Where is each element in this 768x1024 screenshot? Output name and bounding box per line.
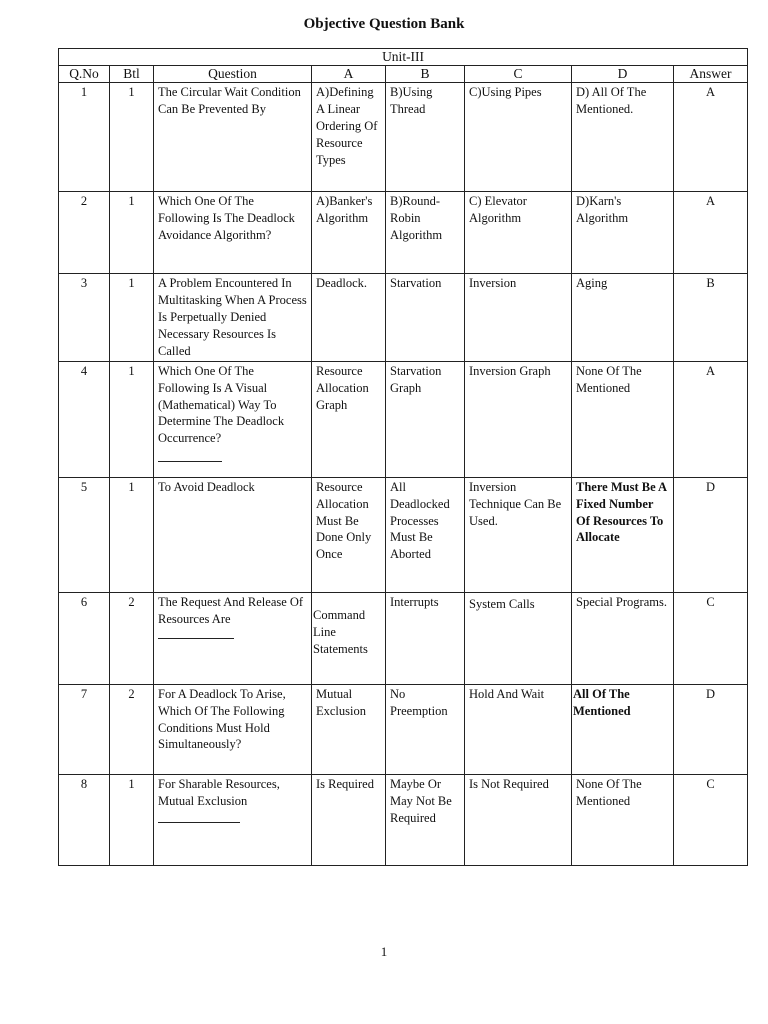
option-c-cell: Inversion <box>465 274 572 361</box>
header-question: Question <box>154 66 312 83</box>
table-row <box>59 274 748 361</box>
answer-cell: C <box>674 774 748 865</box>
option-d-cell: All Of The Mentioned <box>572 684 674 774</box>
answer-cell: A <box>674 83 748 192</box>
option-d-cell: D)Karn's Algorithm <box>572 192 674 274</box>
header-qno: Q.No <box>59 66 110 83</box>
qno-cell: 1 <box>59 83 110 192</box>
question-text: The Request And Release Of Resources Are <box>158 594 304 626</box>
question-text: Which One Of The Following Is A Visual (Mathematical) Way To Determine The Deadlock Occurrence? <box>158 363 285 446</box>
btl-cell: 2 <box>110 592 154 684</box>
table-row <box>59 83 748 192</box>
page-number: 1 <box>380 944 388 959</box>
option-d-cell: None Of The Mentioned <box>572 774 674 865</box>
blank-line <box>158 453 222 462</box>
blank-line <box>158 630 234 639</box>
question-cell <box>154 361 312 477</box>
document-title: Objective Question Bank <box>303 16 465 32</box>
btl-cell: 2 <box>110 684 154 774</box>
option-a-cell: Is Required <box>312 774 386 865</box>
question-cell <box>154 592 312 684</box>
option-d-cell: Aging <box>572 274 674 361</box>
option-c-cell: Inversion Technique Can Be Used. <box>465 477 572 592</box>
option-b-cell: All Deadlocked Processes Must Be Aborted <box>386 477 465 592</box>
option-a-cell: Command Line Statements <box>312 592 386 684</box>
header-answer: Answer <box>674 66 748 83</box>
btl-cell: 1 <box>110 274 154 361</box>
qno-cell: 2 <box>59 192 110 274</box>
option-b-cell: Starvation Graph <box>386 361 465 477</box>
question-cell: A Problem Encountered In Multitasking When A Process Is Perpetually Denied Necessary Resources Is Called <box>154 274 312 361</box>
table-row <box>59 774 748 865</box>
btl-cell: 1 <box>110 361 154 477</box>
table-row <box>59 592 748 684</box>
table-row <box>59 361 748 477</box>
answer-cell: A <box>674 192 748 274</box>
option-c-cell: C)Using Pipes <box>465 83 572 192</box>
option-b-cell: No Preemption <box>386 684 465 774</box>
option-c-cell: Inversion Graph <box>465 361 572 477</box>
option-b-cell: Starvation <box>386 274 465 361</box>
option-c-cell: System Calls <box>465 592 572 684</box>
question-cell: To Avoid Deadlock <box>154 477 312 592</box>
table-row <box>59 477 748 592</box>
option-b-cell: B)Round-Robin Algorithm <box>386 192 465 274</box>
option-b-cell: B)Using Thread <box>386 83 465 192</box>
option-c-cell: Hold And Wait <box>465 684 572 774</box>
qno-cell: 7 <box>59 684 110 774</box>
question-bank-table <box>58 48 748 866</box>
header-b: B <box>386 66 465 83</box>
answer-cell: B <box>674 274 748 361</box>
answer-cell: A <box>674 361 748 477</box>
option-d-cell: None Of The Mentioned <box>572 361 674 477</box>
option-a-cell: Resource Allocation Graph <box>312 361 386 477</box>
answer-cell: D <box>674 477 748 592</box>
question-cell: The Circular Wait Condition Can Be Prevented By <box>154 83 312 192</box>
qno-cell: 6 <box>59 592 110 684</box>
question-cell: For A Deadlock To Arise, Which Of The Following Conditions Must Hold Simultaneously? <box>154 684 312 774</box>
qno-cell: 4 <box>59 361 110 477</box>
option-d-cell: There Must Be A Fixed Number Of Resources To Allocate <box>572 477 674 592</box>
header-row <box>59 66 748 83</box>
qno-cell: 8 <box>59 774 110 865</box>
table-row <box>59 192 748 274</box>
btl-cell: 1 <box>110 83 154 192</box>
option-a-cell: Resource Allocation Must Be Done Only Once <box>312 477 386 592</box>
table-row <box>59 684 748 774</box>
qno-cell: 3 <box>59 274 110 361</box>
question-cell: Which One Of The Following Is The Deadlock Avoidance Algorithm? <box>154 192 312 274</box>
option-c-cell: Is Not Required <box>465 774 572 865</box>
header-a: A <box>312 66 386 83</box>
question-text: For Sharable Resources, Mutual Exclusion <box>158 776 280 808</box>
btl-cell: 1 <box>110 774 154 865</box>
option-b-cell: Interrupts <box>386 592 465 684</box>
option-c-cell: C) Elevator Algorithm <box>465 192 572 274</box>
option-d-cell: Special Programs. <box>572 592 674 684</box>
header-c: C <box>465 66 572 83</box>
blank-line <box>158 814 240 823</box>
btl-cell: 1 <box>110 192 154 274</box>
unit-heading: Unit-III <box>59 49 748 66</box>
btl-cell: 1 <box>110 477 154 592</box>
option-a-cell: Mutual Exclusion <box>312 684 386 774</box>
answer-cell: D <box>674 684 748 774</box>
question-cell <box>154 774 312 865</box>
option-a-cell: A)Banker's Algorithm <box>312 192 386 274</box>
header-btl: Btl <box>110 66 154 83</box>
answer-cell: C <box>674 592 748 684</box>
option-d-cell: D) All Of The Mentioned. <box>572 83 674 192</box>
option-b-cell: Maybe Or May Not Be Required <box>386 774 465 865</box>
option-a-cell: A)Defining A Linear Ordering Of Resource Types <box>312 83 386 192</box>
option-a-cell: Deadlock. <box>312 274 386 361</box>
qno-cell: 5 <box>59 477 110 592</box>
header-d: D <box>572 66 674 83</box>
